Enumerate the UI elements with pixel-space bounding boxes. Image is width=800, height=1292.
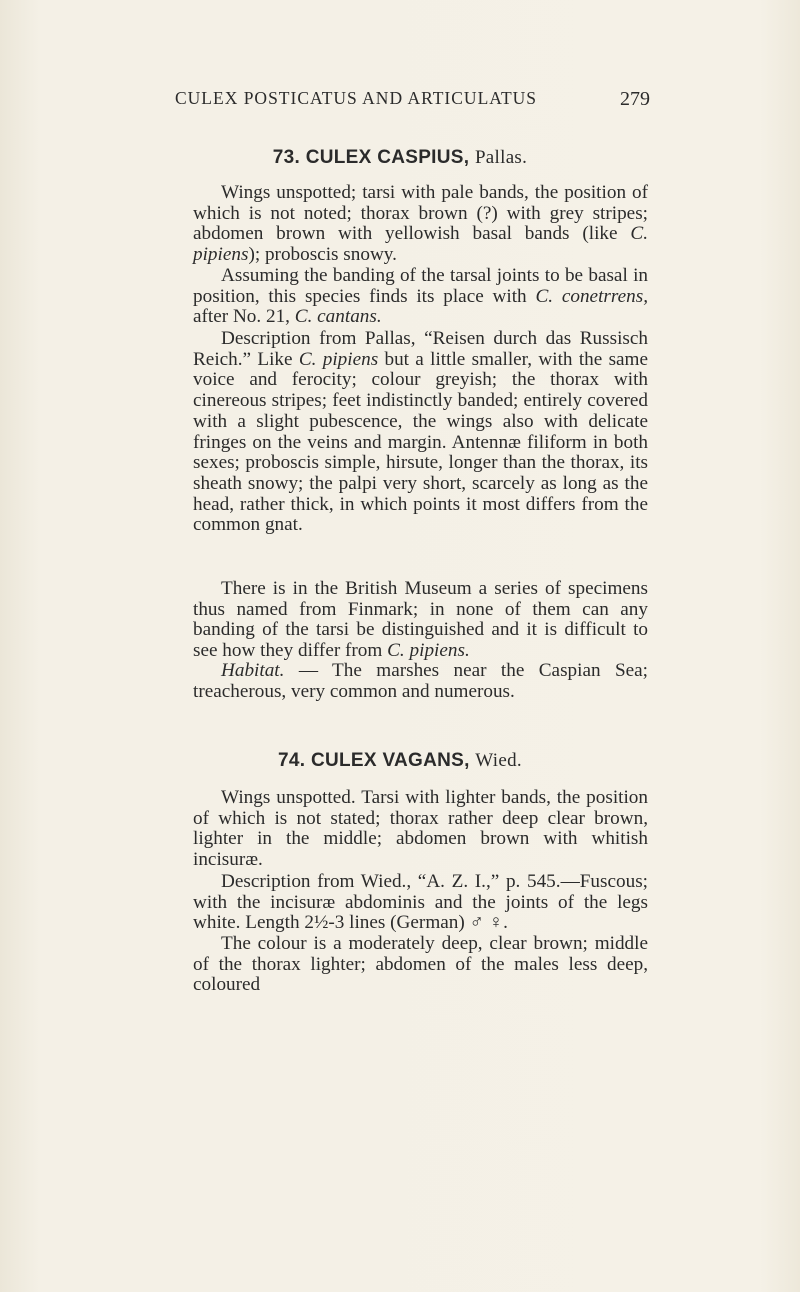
section-heading-73: [0, 147, 800, 169]
running-title: CULEX POSTICATUS AND ARTICULATUS: [175, 88, 538, 108]
italic-text: C. pipiens: [298, 348, 379, 370]
running-head: [175, 88, 650, 111]
italic-text: C. pipiens.: [387, 640, 470, 662]
paragraph: Description from Wied., “A. Z. I.,” p. 545.—Fuscous; with the incisuræ abdominis and the joints of the legs white. Length 2½-3 lines (German) ♂ ♀.: [193, 871, 648, 934]
italic-text: C. cantans.: [294, 306, 382, 328]
paragraph: The colour is a moderately deep, clear brown; middle of the thorax lighter; abdomen of the males less deep, coloured: [193, 933, 648, 996]
heading-author: Wied.: [475, 750, 522, 771]
paragraph: Wings unspotted; tarsi with pale bands, the position of which is not noted; thorax brown (?) with grey stripes; abdomen brown with yellowish basal bands (like C. pipiens); proboscis snowy.: [193, 182, 648, 266]
heading-number: 74.: [278, 750, 306, 771]
paragraph: Description from Pallas, “Reisen durch das Russisch Reich.” Like C. pipiens but a little smaller, with the same voice and ferocity; colour greyish; the thorax with cinereous stripes; feet indistinctly banded; entirely covered with a slight pubescence, the wings also with delicate fringes on the veins and margin. Antennæ filiform in both sexes; proboscis simple, hirsute, longer than the thorax, its sheath snowy; the palpi very short, scarcely as long as the head, rather thick, in which points it most differs from the common gnat.: [193, 328, 648, 536]
page-number: 279: [620, 88, 650, 110]
paragraph: Assuming the banding of the tarsal joints to be basal in position, this species finds its place with C. conetrrens, after No. 21, C. cantans.: [193, 265, 648, 328]
italic-text: C. conetrrens,: [535, 285, 648, 307]
section-heading-74: [0, 750, 800, 772]
paragraph: There is in the British Museum a series of specimens thus named from Finmark; in none of them can any banding of the tarsi be distinguished and it is difficult to see how they differ from C. pipiens.: [193, 578, 648, 662]
paragraph: Wings unspotted. Tarsi with lighter bands, the position of which is not stated; thorax rather deep clear brown, lighter in the middle; abdomen brown with whitish incisuræ.: [193, 787, 648, 871]
heading-species-name: CULEX CASPIUS,: [305, 147, 470, 168]
italic-text: Habitat.: [221, 660, 285, 681]
heading-number: 73.: [272, 147, 301, 168]
heading-species-name: CULEX VAGANS,: [310, 750, 470, 771]
heading-author: Pallas.: [474, 147, 528, 168]
italic-text: C. pipiens: [193, 223, 648, 266]
paragraph: Habitat. — The marshes near the Caspian Sea; treacherous, very common and numerous.: [193, 660, 648, 702]
